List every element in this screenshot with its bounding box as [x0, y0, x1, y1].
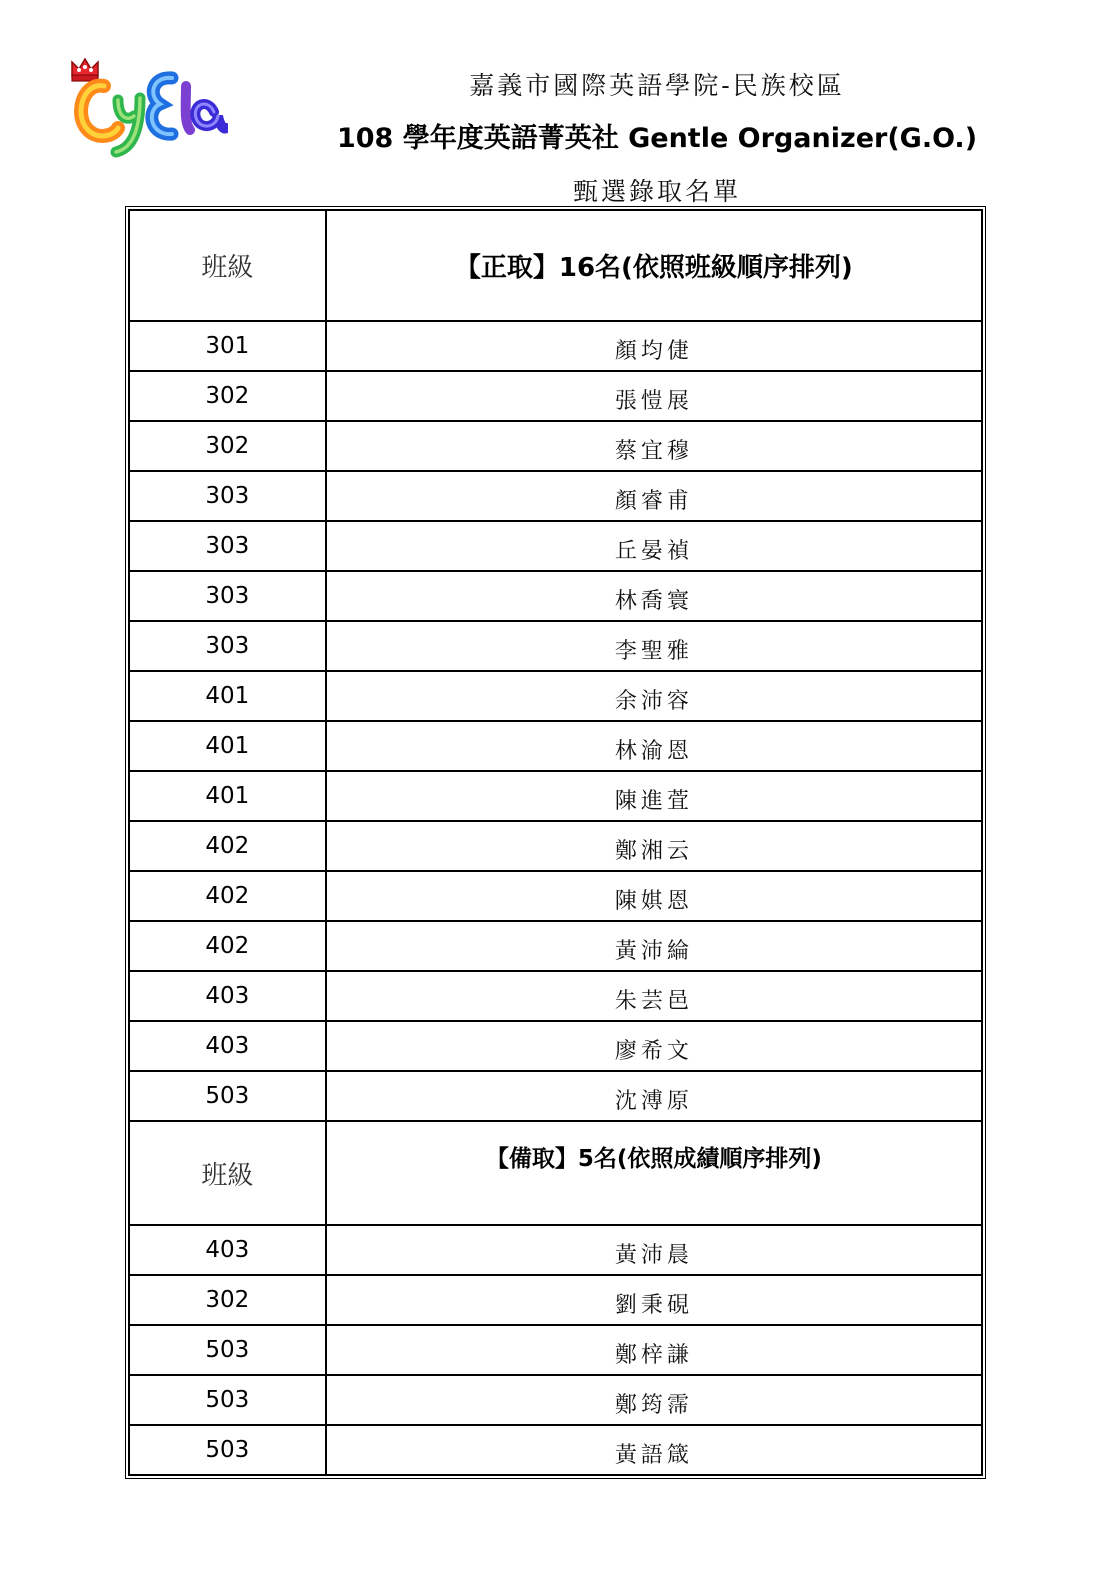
- admitted-row: [129, 521, 982, 571]
- student-name: 黃沛綸: [614, 938, 693, 964]
- student-name: 鄭湘云: [614, 838, 693, 864]
- class-number: 503: [205, 1387, 250, 1413]
- name-cell: [326, 471, 982, 521]
- name-cell: [326, 521, 982, 571]
- class-cell: [129, 921, 326, 971]
- main-header-row: [129, 210, 982, 321]
- class-cell: [129, 1325, 326, 1375]
- class-number: 302: [205, 383, 250, 409]
- class-cell: [129, 971, 326, 1021]
- class-cell: [129, 721, 326, 771]
- admitted-row: [129, 571, 982, 621]
- class-cell: [129, 1071, 326, 1121]
- student-name: 劉秉硯: [614, 1292, 693, 1318]
- student-name: 鄭梓謙: [614, 1342, 693, 1368]
- class-number: 301: [205, 333, 250, 359]
- admitted-row: [129, 321, 982, 371]
- admitted-row: [129, 621, 982, 671]
- class-number: 401: [205, 683, 250, 709]
- waitlisted-row: [129, 1225, 982, 1275]
- waitlist-header-row: [129, 1121, 982, 1225]
- class-cell: [129, 1375, 326, 1425]
- class-cell: [129, 771, 326, 821]
- class-cell: [129, 371, 326, 421]
- class-cell: [129, 621, 326, 671]
- class-column-header: [129, 1121, 326, 1225]
- main-list-title-cell: [326, 210, 982, 321]
- class-cell: [129, 671, 326, 721]
- name-cell: [326, 771, 982, 821]
- waitlist-title: 【備取】5名(依照成績順序排列): [485, 1146, 822, 1172]
- admitted-row: [129, 371, 982, 421]
- school-name: 嘉義市國際英語學院-民族校區: [469, 71, 845, 100]
- student-name: 顏睿甫: [614, 488, 693, 514]
- student-name: 林喬寰: [614, 588, 693, 614]
- name-cell: [326, 1275, 982, 1325]
- class-number: 401: [205, 783, 250, 809]
- admitted-row: [129, 971, 982, 1021]
- admitted-row: [129, 871, 982, 921]
- class-number: 402: [205, 883, 250, 909]
- admitted-row: [129, 921, 982, 971]
- waitlisted-row: [129, 1325, 982, 1375]
- class-number: 503: [205, 1337, 250, 1363]
- admission-table: [128, 209, 983, 1476]
- student-name: 陳進萓: [614, 788, 693, 814]
- school-logo: [68, 56, 228, 160]
- class-number: 303: [205, 633, 250, 659]
- waitlisted-row: [129, 1425, 982, 1475]
- class-number: 303: [205, 483, 250, 509]
- crown-icon: [72, 59, 98, 81]
- class-number: 401: [205, 733, 250, 759]
- class-number: 403: [205, 983, 250, 1009]
- class-cell: [129, 1425, 326, 1475]
- admitted-row: [129, 771, 982, 821]
- admitted-row: [129, 671, 982, 721]
- class-number: 402: [205, 833, 250, 859]
- name-cell: [326, 1225, 982, 1275]
- student-name: 余沛容: [614, 688, 693, 714]
- name-cell: [326, 1021, 982, 1071]
- class-number: 403: [205, 1237, 250, 1263]
- class-cell: [129, 1225, 326, 1275]
- class-column-header: [129, 210, 326, 321]
- class-cell: [129, 421, 326, 471]
- admitted-row: [129, 821, 982, 871]
- student-name: 廖希文: [614, 1038, 693, 1064]
- document-subtitle: 甄選錄取名單: [572, 177, 741, 206]
- admitted-row: [129, 1021, 982, 1071]
- student-name: 鄭筠霈: [614, 1392, 693, 1418]
- main-list-title: 【正取】16名(依照班級順序排列): [454, 253, 853, 283]
- admitted-row: [129, 1071, 982, 1121]
- name-cell: [326, 571, 982, 621]
- name-cell: [326, 721, 982, 771]
- name-cell: [326, 321, 982, 371]
- name-cell: [326, 1375, 982, 1425]
- document-title: 108 學年度英語菁英社 Gentle Organizer(G.O.): [336, 123, 978, 154]
- student-name: 朱芸邑: [614, 988, 693, 1014]
- class-number: 303: [205, 533, 250, 559]
- name-cell: [326, 621, 982, 671]
- student-name: 沈溥原: [614, 1088, 693, 1114]
- name-cell: [326, 421, 982, 471]
- class-number: 503: [205, 1437, 250, 1463]
- student-name: 黃語箴: [614, 1442, 693, 1468]
- class-cell: [129, 821, 326, 871]
- admitted-row: [129, 471, 982, 521]
- student-name: 蔡宜穆: [614, 438, 693, 464]
- class-number: 302: [205, 433, 250, 459]
- name-cell: [326, 921, 982, 971]
- waitlisted-row: [129, 1375, 982, 1425]
- class-number: 403: [205, 1033, 250, 1059]
- class-cell: [129, 521, 326, 571]
- student-name: 陳娸恩: [614, 888, 693, 914]
- class-cell: [129, 1021, 326, 1071]
- name-cell: [326, 1425, 982, 1475]
- class-number: 402: [205, 933, 250, 959]
- student-name: 丘晏禎: [614, 538, 693, 564]
- class-cell: [129, 871, 326, 921]
- name-cell: [326, 1325, 982, 1375]
- student-name: 李聖雅: [614, 638, 693, 664]
- waitlisted-row: [129, 1275, 982, 1325]
- admitted-row: [129, 721, 982, 771]
- name-cell: [326, 671, 982, 721]
- class-number: 302: [205, 1287, 250, 1313]
- class-cell: [129, 321, 326, 371]
- waitlist-title-cell: [326, 1121, 982, 1225]
- name-cell: [326, 1071, 982, 1121]
- class-number: 503: [205, 1083, 250, 1109]
- name-cell: [326, 821, 982, 871]
- student-name: 林渝恩: [614, 738, 693, 764]
- class-cell: [129, 1275, 326, 1325]
- student-name: 張愷展: [614, 388, 693, 414]
- class-header-label: 班級: [201, 253, 254, 283]
- class-number: 303: [205, 583, 250, 609]
- name-cell: [326, 971, 982, 1021]
- admitted-row: [129, 421, 982, 471]
- name-cell: [326, 871, 982, 921]
- student-name: 顏均倢: [614, 338, 693, 364]
- class-cell: [129, 471, 326, 521]
- name-cell: [326, 371, 982, 421]
- student-name: 黃沛晨: [614, 1242, 693, 1268]
- class-cell: [129, 571, 326, 621]
- class-header-label: 班級: [201, 1160, 254, 1191]
